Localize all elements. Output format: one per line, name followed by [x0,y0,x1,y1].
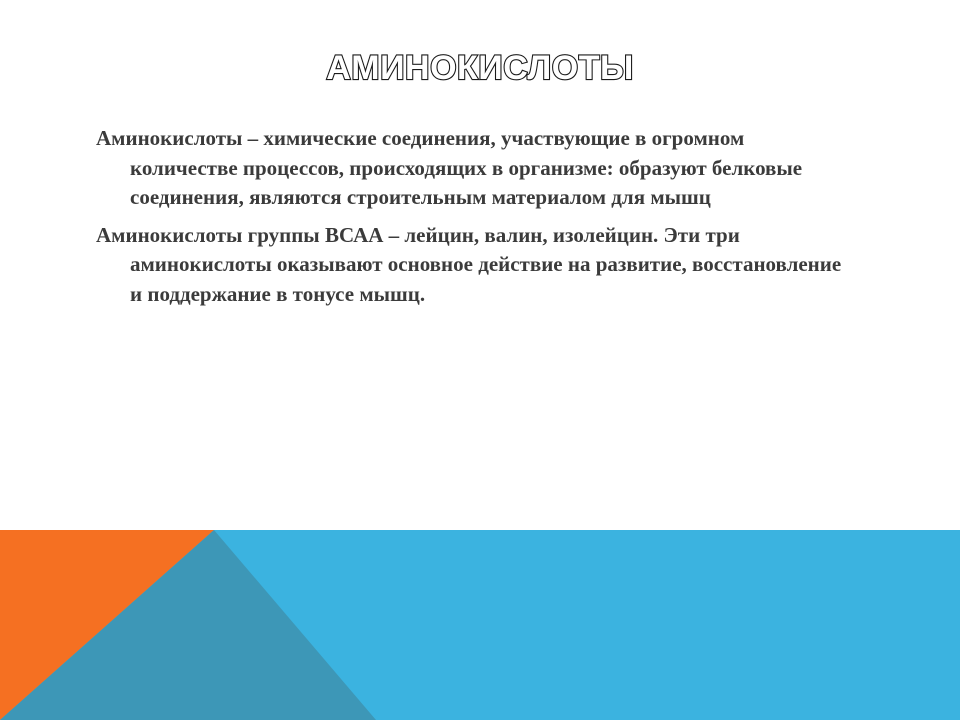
slide-body [96,124,856,317]
decorative-footer-band [0,530,960,720]
paragraph-amino-acids-definition: Аминокислоты – химические соединения, участвующие в огромном количестве процессов, происходящих в организме: образуют белковые соединения, являются строительным материалом для мышц [96,126,803,209]
paragraph-bcaa: Аминокислоты группы ВСАА – лейцин, валин, изолейцин. Эти три аминокислоты оказывают основное действие на развитие, восстановление и поддержание в тонусе мышц. [96,222,842,306]
slide-title: АМИНОКИСЛОТЫ [326,49,634,87]
